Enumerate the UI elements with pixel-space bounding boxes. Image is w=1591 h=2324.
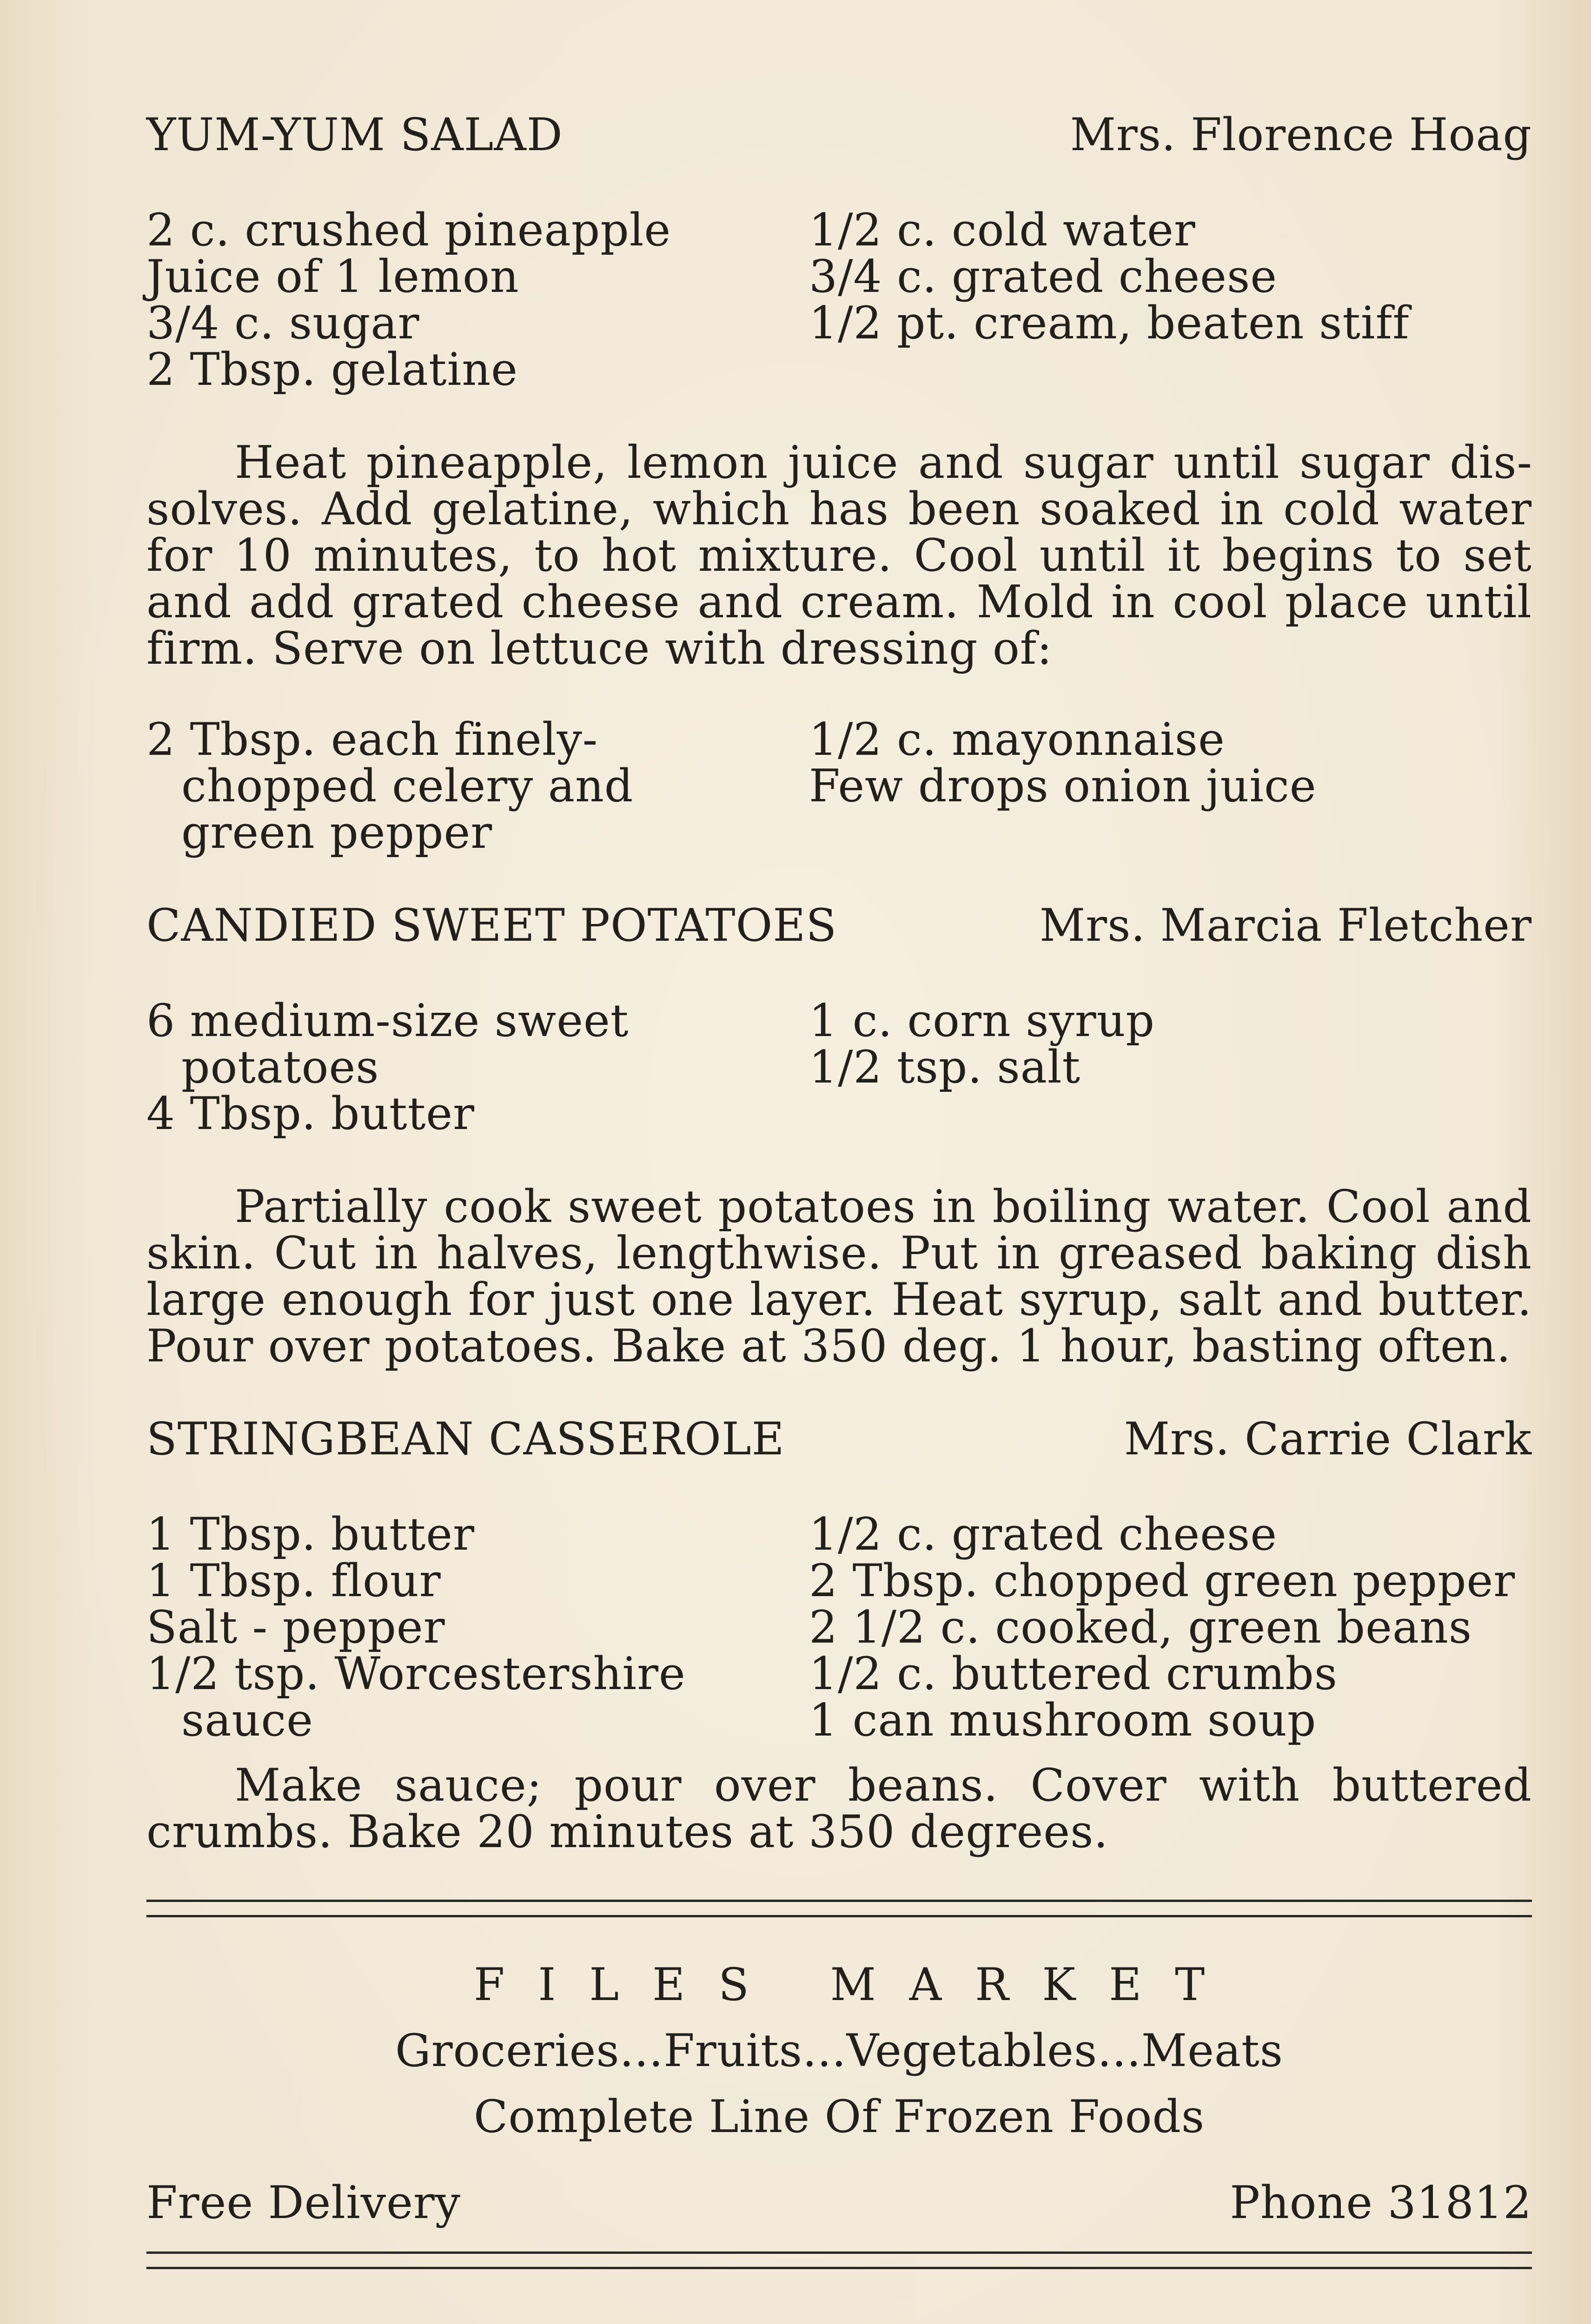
ad-phone: Phone 31812 [1230, 2177, 1532, 2229]
ad-tagline: Groceries...Fruits...Vegetables...Meats [395, 2025, 1283, 2077]
dressing-column-left [146, 713, 809, 858]
ingredient: 6 medium-size sweet [146, 995, 629, 1047]
divider [146, 2267, 1532, 2269]
ingredient: 2 Tbsp. each finely- [146, 713, 598, 766]
recipe-contributor: Mrs. Carrie Clark [1124, 1413, 1532, 1465]
ingredient-column-left [146, 1508, 809, 1746]
ingredient: 1/2 c. cold water [809, 204, 1196, 256]
ingredient: 1 Tbsp. butter [146, 1508, 475, 1560]
recipe-title: YUM-YUM SALAD [146, 109, 563, 161]
ingredient-column-right [809, 204, 1532, 393]
ingredient-column-left [146, 204, 809, 396]
recipe-header [146, 109, 1532, 163]
ingredient: Few drops onion juice [809, 760, 1317, 812]
recipe-directions: Partially cook sweet potatoes in boiling water. Cool and skin. Cut in halves, lengthwise. Put in greased baking dish large enough for just one layer. Heat syrup, salt and butter. Pour over potatoes. Bake at 350 deg. 1 hour, basting often. [146, 1181, 1532, 1372]
ingredient: 2 Tbsp. gelatine [146, 343, 518, 396]
ingredient: 1 can mushroom soup [809, 1694, 1317, 1746]
ingredient: 1/2 tsp. Worcestershire [146, 1648, 686, 1700]
ad-business-name: FILES MARKET [473, 1959, 1239, 2011]
recipe-title: STRINGBEAN CASSEROLE [146, 1413, 785, 1465]
dressing-column-right [809, 713, 1532, 856]
ingredient: 1 Tbsp. flour [146, 1555, 441, 1607]
recipe-directions: Heat pineapple, lemon juice and sugar until sugar dissolves. Add gelatine, which has been soaked in cold water for 10 minutes, to hot mixture. Cool until it begins to set and add grated cheese and cream. Mold in cool place until firm. Serve on lettuce with dressing of: [146, 436, 1532, 674]
ingredient: 3/4 c. sugar [146, 297, 420, 349]
ingredient: green pepper [181, 806, 493, 858]
ingredient: 1/2 pt. cream, beaten stiff [809, 297, 1410, 349]
recipe-title: CANDIED SWEET POTATOES [146, 899, 837, 951]
divider [146, 1915, 1532, 1917]
ingredient: Salt - pepper [146, 1601, 445, 1653]
divider [146, 2251, 1532, 2254]
ingredient: 1/2 c. mayonnaise [809, 713, 1225, 766]
dressing-ingredient-list [146, 713, 1532, 858]
ingredient: 4 Tbsp. butter [146, 1088, 475, 1140]
page-content [146, 109, 1532, 2282]
ingredient-list [146, 204, 1532, 396]
recipe-stringbean-casserole [146, 1413, 1532, 1858]
ingredient: Juice of 1 lemon [146, 251, 519, 303]
ad-bottom-rule [146, 2251, 1532, 2269]
ingredient-column-right [809, 997, 1532, 1137]
recipe-yum-yum-salad [146, 109, 1532, 858]
ingredient: 2 Tbsp. chopped green pepper [809, 1555, 1516, 1607]
recipe-header [146, 1413, 1532, 1467]
ingredient: 2 c. crushed pineapple [146, 204, 671, 256]
ingredient: sauce [181, 1694, 313, 1746]
recipe-directions: Make sauce; pour over beans. Cover with buttered crumbs. Bake 20 minutes at 350 degrees. [146, 1759, 1532, 1858]
ingredient-column-right [809, 1508, 1532, 1746]
recipe-contributor: Mrs. Florence Hoag [1070, 109, 1532, 161]
ingredient-list [146, 1508, 1532, 1746]
ingredient: potatoes [181, 1041, 379, 1093]
ingredient-list [146, 995, 1532, 1140]
recipe-candied-sweet-potatoes [146, 899, 1532, 1372]
ingredient: 1/2 tsp. salt [809, 1041, 1081, 1093]
divider [146, 1900, 1532, 1902]
ad-delivery: Free Delivery [146, 2177, 461, 2229]
ad-top-rule [146, 1900, 1532, 1917]
advertisement [146, 1959, 1532, 2143]
ingredient: 1/2 c. grated cheese [809, 1508, 1278, 1560]
recipe-contributor: Mrs. Marcia Fletcher [1039, 899, 1532, 951]
ingredient: chopped celery and [181, 760, 634, 812]
ingredient: 1 c. corn syrup [809, 995, 1155, 1047]
ad-footer [146, 2177, 1532, 2229]
ingredient: 1/2 c. buttered crumbs [809, 1648, 1338, 1700]
ingredient: 3/4 c. grated cheese [809, 251, 1278, 303]
recipe-header [146, 899, 1532, 953]
ingredient-column-left [146, 995, 809, 1140]
ingredient: 2 1/2 c. cooked, green beans [809, 1601, 1472, 1653]
ad-tagline-2: Complete Line Of Frozen Foods [473, 2091, 1205, 2143]
